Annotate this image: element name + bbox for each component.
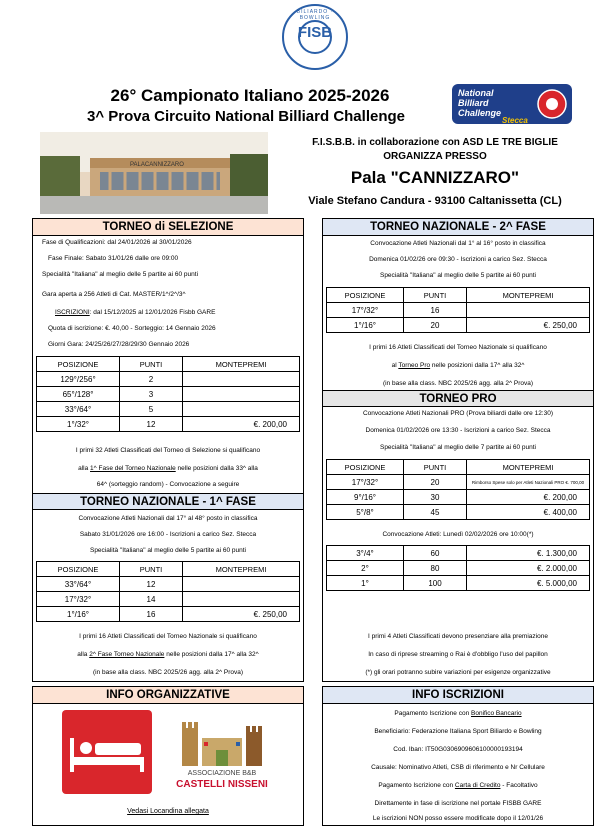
organizer-line-2: ORGANIZZA PRESSO: [383, 151, 487, 162]
selezione-line: Fase di Qualificazioni: dal 24/01/2026 al 30/01/2026: [42, 239, 192, 246]
table-row: 2° 80 €. 2.000,00: [327, 561, 590, 576]
venue-address: Viale Stefano Candura - 93100 Caltanissetta (CL): [308, 195, 562, 207]
pro-table-1: POSIZIONE PUNTI MONTEPREMI 17°/32° 20 Rimborso Spese solo per Atleti Nazionali PRO €. 700,00 9°/16° 30 €. 200,00 5°/8° 45 €. 400,00: [326, 459, 590, 520]
naz2-line: Domenica 01/02/26 ore 09:30 - Iscrizioni a carico Sez. Stecca: [369, 256, 547, 263]
assoc-line-2: CASTELLI NISSENI: [176, 779, 268, 790]
info-isc-title: INFO ISCRIZIONI: [323, 687, 593, 704]
info-org-footnote: Vedasi Locandina allegata: [127, 808, 209, 815]
venue-photo: [40, 132, 268, 214]
nbc-logo-text-2: Billiard: [458, 98, 489, 108]
naz1-line: Sabato 31/01/2026 ore 16:00 - Iscrizioni a carico Sez. Stecca: [79, 531, 257, 538]
info-isc-line: Beneficiario: Federazione Italiana Sport Biliardo e Bowling: [374, 728, 542, 735]
organizer-line-1: F.I.S.B.B. in collaborazione con ASD LE TRE BIGLIE: [312, 137, 558, 148]
table-row: 1° 100 €. 5.000,00: [327, 576, 590, 591]
selezione-giorni: Giorni Gara: 24/25/26/27/28/29/30 Gennaio 2026: [48, 341, 190, 348]
table-row: 129°/256° 2: [37, 372, 300, 387]
selezione-quota: Quota di iscrizione: €. 40,00 - Sorteggio: 14 Gennaio 2026: [48, 325, 216, 332]
pro-line: Convocazione Atleti Nazionali PRO (Prova biliardi dalle ore 12:30): [362, 410, 554, 417]
table-row: 1°/16° 20 €. 250,00: [327, 318, 590, 333]
info-isc-iban: Cod. Iban: IT50G0306909606100000193194: [393, 746, 523, 753]
naz1-line: Convocazione Atleti Nazionali dal 17° al 48° posto in classifica: [78, 515, 258, 522]
table-row: 5°/8° 45 €. 400,00: [327, 505, 590, 520]
assoc-line-1: ASSOCIAZIONE B&B: [187, 770, 257, 777]
page-subtitle: 3^ Prova Circuito National Billiard Challenge: [87, 108, 405, 125]
selezione-title: TORNEO di SELEZIONE: [33, 219, 303, 236]
selezione-line: Fase Finale: Sabato 31/01/26 dalle ore 09:00: [48, 255, 179, 262]
selezione-table: POSIZIONE PUNTI MONTEPREMI 129°/256° 2 65°/128° 3 33°/64° 5 1°/32° 12 €. 200,00: [36, 356, 300, 432]
table-row: 3°/4° 60 €. 1.300,00: [327, 546, 590, 561]
table-row: 1°/32° 12 €. 200,00: [37, 417, 300, 432]
nbc-logo-text-3: Challenge: [458, 108, 502, 118]
selezione-line: Gara aperta a 256 Atleti di Cat. MASTER/1^/2^/3^: [42, 291, 186, 298]
info-org-title: INFO ORGANIZZATIVE: [33, 687, 303, 704]
pro-line: Specialità "Italiana" al meglio delle 7 partite ai 60 punti: [379, 444, 537, 451]
venue-name: Pala "CANNIZZARO": [350, 168, 520, 187]
naz1-line: Specialità "Italiana" al meglio delle 5 partite ai 60 punti: [89, 547, 247, 554]
pro-line: Domenica 01/02/2026 ore 13:30 - Iscrizioni a carico Sez. Stecca: [365, 427, 551, 434]
info-isc-line: Le iscrizioni NON posso essere modificate dopo il 12/01/26: [372, 815, 544, 822]
naz1-note-2: alla 2^ Fase Torneo Nazionale nelle posizioni dalla 17^ alla 32^: [77, 651, 259, 658]
fisbb-logo-text: FISB: [297, 24, 333, 41]
info-isc-line: Pagamento Iscrizione con Carta di Credito - Facoltativo: [378, 782, 538, 789]
selezione-iscrizioni: ISCRIZIONI: dal 15/12/2025 al 12/01/2026 Fisbb GARE: [55, 309, 216, 316]
info-isc-line: Causale: Nominativo Atleti, CSB di riferimento e Nr Cellulare: [371, 764, 545, 771]
fisbb-logo: [282, 4, 348, 70]
naz1-title: TORNEO NAZIONALE - 1^ FASE: [33, 493, 303, 510]
table-row: 1°/16° 16 €. 250,00: [37, 607, 300, 622]
table-row: 17°/32° 20 Rimborso Spese solo per Atleti Nazionali PRO €. 700,00: [327, 475, 590, 490]
pro-note-1: I primi 4 Atleti Classificati devono presenziare alla premiazione: [368, 633, 548, 640]
naz2-note-3: (in base alla class. NBC 2025/26 agg. alla 2^ Prova): [382, 380, 534, 387]
naz2-line: Convocazione Atleti Nazionali dal 1° al 16° posto in classifica: [370, 240, 546, 247]
nbc-logo: [452, 82, 572, 126]
fisbb-logo-ring: BILIARDO · BOWLING: [296, 9, 334, 21]
naz1-note-1: I primi 16 Atleti Classificati del Torneo Nazionale si qualificano: [79, 633, 257, 640]
pro-note-3: (*) gli orari potranno subire variazioni per esigenze organizzative: [365, 669, 551, 676]
naz2-note-1: I primi 16 Atleti Classificati del Torneo Nazionale si qualificano: [369, 344, 547, 351]
page-title: 26° Campionato Italiano 2025-2026: [110, 86, 390, 105]
info-isc-line: Pagamento Iscrizione con Bonifico Bancario: [394, 710, 522, 717]
pro-title: TORNEO PRO: [323, 390, 593, 407]
table-row: 17°/32° 14: [37, 592, 300, 607]
naz1-table: POSIZIONE PUNTI MONTEPREMI 33°/64° 12 17°/32° 14 1°/16° 16 €. 250,00: [36, 561, 300, 622]
selezione-note-2: alla 1^ Fase del Torneo Nazionale nelle posizioni dalla 33^ alla: [78, 465, 258, 472]
venue-photo-sign: PALACANNIZZARO: [130, 162, 184, 168]
naz2-note-2: al Torneo Pro nelle posizioni dalla 17^ alla 32^: [391, 362, 525, 369]
pro-note-2: In caso di riprese streaming o Rai è d'obbligo l'uso del papillon: [368, 651, 548, 658]
naz2-line: Specialità "Italiana" al meglio delle 5 partite ai 60 punti: [379, 272, 537, 279]
selezione-note-1: I primi 32 Atleti Classificati del Torneo di Selezione si qualificano: [75, 447, 261, 454]
nbc-logo-text-1: National: [458, 88, 494, 98]
table-row: 65°/128° 3: [37, 387, 300, 402]
selezione-note-3: 64^ (sorteggio random) - Convocazione a seguire: [96, 481, 240, 488]
info-isc-line: Direttamente in fase di iscrizione nel portale FISBB GARE: [374, 800, 542, 807]
table-row: 9°/16° 30 €. 200,00: [327, 490, 590, 505]
selezione-line: Specialità "Italiana" al meglio delle 5 partite ai 60 punti: [42, 271, 199, 278]
table-row: 33°/64° 5: [37, 402, 300, 417]
nbc-logo-text-4: Stecca: [502, 116, 528, 125]
table-row: 33°/64° 12: [37, 577, 300, 592]
castle-icon: [172, 714, 272, 770]
table-row: 17°/32° 16: [327, 303, 590, 318]
bed-icon: [62, 710, 152, 794]
pro-convocazione: Convocazione Atleti: Lunedì 02/02/2026 ore 10:00(*): [382, 531, 534, 538]
naz1-note-3: (in base alla class. NBC 2025/26 agg. alla 2^ Prova): [92, 669, 244, 676]
pro-table-2: [326, 545, 590, 591]
naz2-title: TORNEO NAZIONALE - 2^ FASE: [323, 219, 593, 236]
naz2-table: POSIZIONE PUNTI MONTEPREMI 17°/32° 16 1°/16° 20 €. 250,00: [326, 287, 590, 333]
